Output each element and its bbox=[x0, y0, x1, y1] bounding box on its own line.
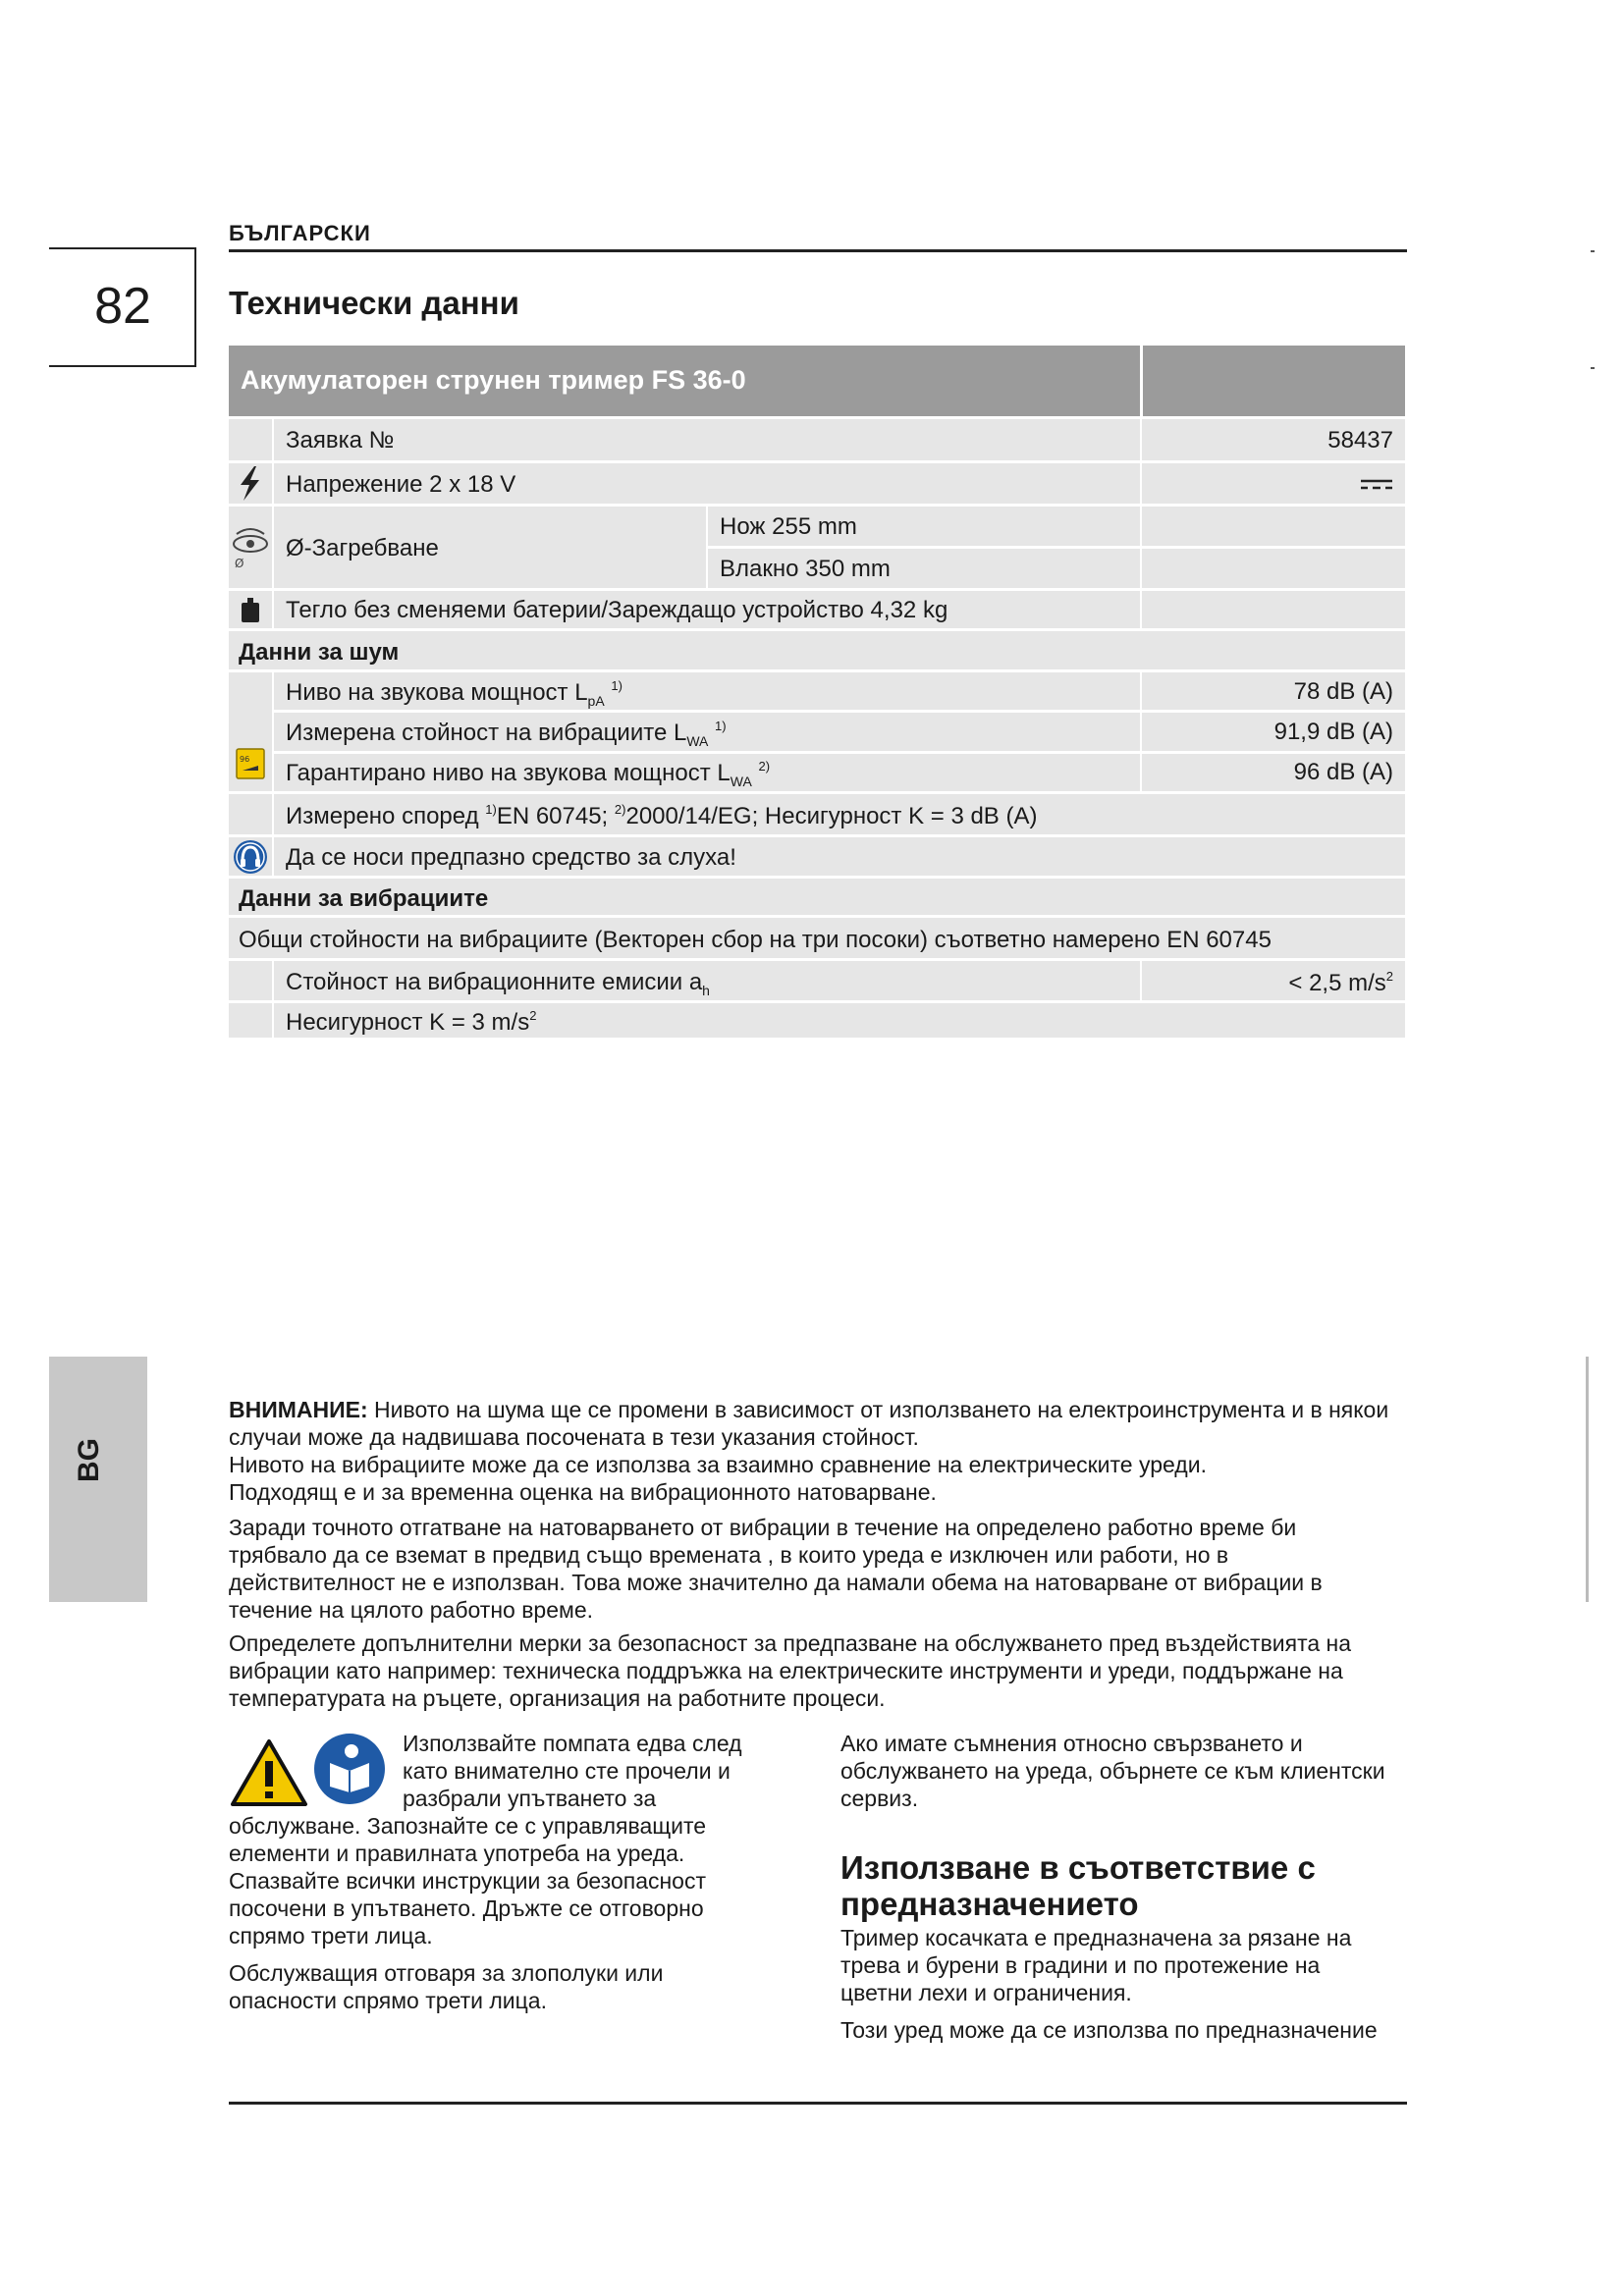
attention-paragraph: ВНИМАНИЕ: Нивото на шума ще се промени в зависимост от използването на електроинструмента и в някои случаи може да надвишава посочената в тези указания стойност. bbox=[229, 1397, 1389, 1450]
read-manual-icon bbox=[312, 1732, 387, 1811]
noise-heading: Данни за шум bbox=[239, 639, 400, 666]
cutting-label: Ø-Загребване bbox=[286, 535, 439, 561]
table-row-weight bbox=[229, 588, 1405, 628]
table-row-vibration-total bbox=[229, 915, 1405, 958]
table-row-cutting bbox=[229, 504, 1405, 588]
page-number: 82 bbox=[94, 278, 151, 335]
table-row-measured-by bbox=[229, 791, 1405, 834]
svg-text:96: 96 bbox=[240, 755, 250, 764]
vibration-measured-label: Измерена стойност на вибрациите $L_{WA}$ $^{1)}$ bbox=[286, 719, 727, 749]
table-row-voltage bbox=[229, 460, 1405, 504]
noise-power-value: 78 dB (A) bbox=[1293, 678, 1393, 705]
order-label: Заявка № bbox=[286, 427, 395, 454]
noise-heading-row bbox=[229, 628, 1405, 669]
table-row-hearing bbox=[229, 834, 1405, 876]
right-paragraph: Тример косачката е предназначена за рязане на трева и бурени в градини и по протежение на цветни лехи и ограничения. bbox=[840, 1925, 1352, 2005]
table-title: Акумулаторен струнен тример FS 36-0 bbox=[241, 365, 746, 395]
vibration-emission-value: < 2,5 $m/s^2$ bbox=[1288, 969, 1393, 996]
noise-level-icon bbox=[229, 672, 272, 791]
technical-data-table bbox=[229, 346, 1405, 1038]
body-paragraph: Определете допълнителни мерки за безопасност за предпазване на обслужването пред въздействията на вибрации като например: техническа поддръжка на електрическите инструменти и уреди, поддържане на температурата на ръцете, организация на работните процеси. bbox=[229, 1630, 1352, 1711]
body-paragraph: Подходящ е и за временна оценка на вибрационното натоварване. bbox=[229, 1479, 937, 1505]
vibration-emission-label: Стойност на вибрационните емисии $a_h$ bbox=[286, 969, 710, 998]
svg-text:Ø: Ø bbox=[235, 557, 244, 570]
weight-icon bbox=[229, 591, 272, 628]
edge-mark bbox=[1591, 250, 1595, 252]
measured-by-text: Измерено според $^{1)}$EN 60745; $^{2)}$2000/14/EG; Несигурност K = 3 dB (A) bbox=[286, 802, 1038, 829]
left-column-intro: Използвайте помпата едва след като внимателно сте прочели и разбрали упътването за bbox=[403, 1731, 742, 1811]
dc-symbol-icon bbox=[1360, 473, 1393, 501]
bottom-rule bbox=[229, 2102, 1407, 2105]
guaranteed-noise-label: Гарантирано ниво на звукова мощност $L_{WA}$ $^{2)}$ bbox=[286, 759, 771, 789]
right-paragraph: Този уред може да се използва по предназначение bbox=[840, 2017, 1378, 2043]
left-paragraph: обслужване. Запознайте се с управляващите елементи и правилната употреба на уреда. Спазвайте всички инструкции за безопасност посочени в упътването. Дръжте се отговорно спрямо трети лица. bbox=[229, 1813, 707, 1949]
right-column bbox=[840, 1730, 1385, 2044]
vibration-measured-value: 91,9 dB (A) bbox=[1273, 719, 1393, 745]
cutting-line: Влакно 350 mm bbox=[720, 556, 891, 582]
body-paragraph: Заради точното отгатване на натоварването от вибрации в течение на определено работно време би трябвало да се вземат в предвид също времената , в които уреда е изключен или работи, но в действителност не е използван. Това може значително да намали обема на натоварване от вибрации в течение на цялото работно време. bbox=[229, 1515, 1323, 1623]
attention-label: ВНИМАНИЕ: bbox=[229, 1397, 368, 1422]
intended-use-heading: Използване в съответствие с предназначението bbox=[840, 1849, 1316, 1922]
edge-mark bbox=[1591, 367, 1595, 369]
hearing-protection-icon bbox=[229, 837, 272, 876]
voltage-label: Напрежение 2 x 18 V bbox=[286, 471, 516, 498]
weight-label: Тегло без сменяеми батерии/Зареждащо устройство 4,32 kg bbox=[286, 597, 948, 623]
left-column bbox=[229, 1812, 759, 2014]
cutting-blade: Нож 255 mm bbox=[720, 513, 857, 540]
right-edge-rule bbox=[1586, 1357, 1589, 1602]
right-paragraph: Ако имате съмнения относно свързването и обслужването на уреда, обърнете се към клиентски сервиз. bbox=[840, 1731, 1385, 1811]
left-paragraph: Обслужващия отговаря за злополуки или опасности спрямо трети лица. bbox=[229, 1960, 664, 2013]
body-paragraph: Нивото на вибрациите може да се използва за взаимно сравнение на електрическите уреди. bbox=[229, 1452, 1207, 1477]
lightning-icon bbox=[229, 463, 272, 504]
table-row-order bbox=[229, 416, 1405, 460]
warning-icon bbox=[229, 1737, 309, 1813]
top-rule bbox=[229, 249, 1407, 252]
language-header: БЪЛГАРСКИ bbox=[229, 221, 371, 245]
table-header bbox=[229, 346, 1405, 416]
vibration-heading-row bbox=[229, 876, 1405, 915]
order-value: 58437 bbox=[1327, 427, 1393, 454]
table-row-vibration-emission bbox=[229, 958, 1405, 1000]
table-row-uncertainty bbox=[229, 1000, 1405, 1038]
cutting-diameter-icon bbox=[229, 507, 272, 588]
uncertainty-text: Несигурност K = 3 $m/s^2$ bbox=[286, 1008, 537, 1036]
noise-group bbox=[229, 669, 1405, 791]
hearing-protection-text: Да се носи предпазно средство за слуха! bbox=[286, 844, 736, 871]
attention-section bbox=[229, 1396, 1417, 1712]
noise-power-label: Ниво на звукова мощност $L_{pA}$ $^{1)}$ bbox=[286, 678, 623, 709]
guaranteed-noise-value: 96 dB (A) bbox=[1293, 759, 1393, 785]
vibration-heading: Данни за вибрациите bbox=[239, 885, 489, 912]
section-title: Технически данни bbox=[229, 285, 519, 321]
vibration-total-text: Общи стойности на вибрациите (Векторен сбор на три посоки) съответно намерено EN 60745 bbox=[239, 927, 1272, 953]
